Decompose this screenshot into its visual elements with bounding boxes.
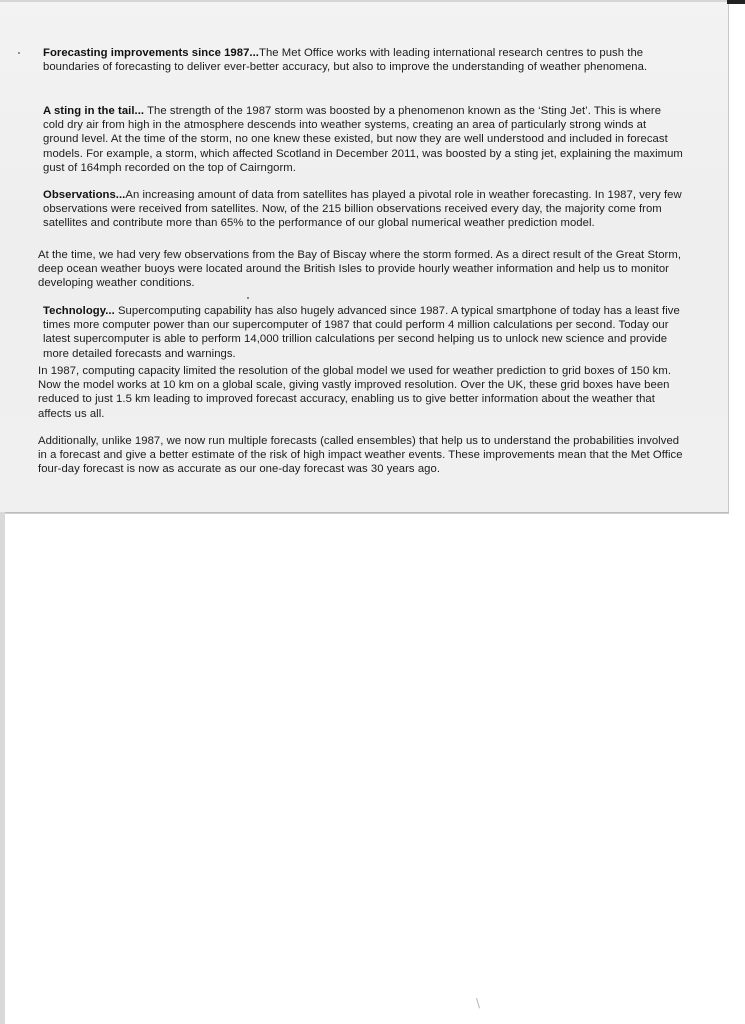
paragraph-computing-capacity — [38, 364, 683, 421]
paragraph-observations — [43, 188, 683, 231]
paragraph-technology — [43, 304, 683, 361]
scan-speck: \ — [476, 996, 481, 1010]
paragraph-heading: Forecasting improvements since 1987... — [43, 47, 259, 59]
scan-left-edge — [0, 512, 5, 1024]
paragraph-ensembles — [38, 434, 683, 477]
scanned-document-sheet — [0, 0, 729, 513]
paragraph-body: The strength of the 1987 storm was boosted by a phenomenon known as the ‘Sting Jet’. This is where cold dry air from high in the atmosphere descends into weather systems, creating an area of particularly strong winds at ground level. At the time of the storm, no one knew these existed, but now they are well understood and included in forecast models. For example, a storm, which affected Scotland in December 2011, was boosted by a sting jet, explaining the maximum gust of 164mph recorded on the top of Cairngorm. — [43, 105, 683, 174]
scan-speck — [18, 52, 20, 54]
paragraph-body: In 1987, computing capacity limited the resolution of the global model we used for weather prediction to grid boxes of 150 km. Now the model works at 10 km on a global scale, giving vastly improved resolution. Over the UK, these grid boxes have been reduced to just 1.5 km leading to improved forecast accuracy, enabling us to give better information about the weather that affects us all. — [38, 365, 672, 420]
paragraph-body: An increasing amount of data from satellites has played a pivotal role in weather forecasting. In 1987, very few observations were received from satellites. Now, of the 215 billion observations received every day, the majority come from satellites and contribute more than 65% to the performance of our global numerical weather prediction model. — [43, 189, 682, 230]
scan-speck — [247, 297, 249, 299]
paragraph-body: Supercomputing capability has also hugely advanced since 1987. A typical smartphone of today has a least five times more computer power than our supercomputer of 1987 that could perform 4 million calculations per second. Today our latest supercomputer is able to perform 14,000 trillion calculations per second helping us to unlock new science and provide more detailed forecasts and warnings. — [43, 305, 680, 360]
paragraph-body: Additionally, unlike 1987, we now run multiple forecasts (called ensembles) that help us to understand the probabilities involved in a forecast and give a better estimate of the risk of high impact weather events. These improvements mean that the Met Office four-day forecast is now as accurate as our one-day forecast was 30 years ago. — [38, 435, 683, 476]
paragraph-heading: Observations... — [43, 189, 126, 201]
paragraph-body: At the time, we had very few observations from the Bay of Biscay where the storm formed. As a direct result of the Great Storm, deep ocean weather buoys were located around the British Isles to provide hourly weather information and help us to monitor developing weather conditions. — [38, 249, 682, 290]
paragraph-sting-in-the-tail — [43, 104, 683, 175]
paragraph-heading: A sting in the tail... — [43, 105, 145, 117]
scan-top-edge — [0, 0, 745, 2]
paragraph-forecasting-improvements — [43, 46, 683, 74]
paragraph-heading: Technology... — [43, 305, 115, 317]
paragraph-body: The Met Office works with leading international research centres to push the boundaries of forecasting to deliver ever-better accuracy, but also to improve the understanding of weather phenomena. — [43, 47, 648, 74]
scan-corner-mark — [727, 0, 745, 4]
paragraph-bay-of-biscay — [38, 248, 683, 291]
